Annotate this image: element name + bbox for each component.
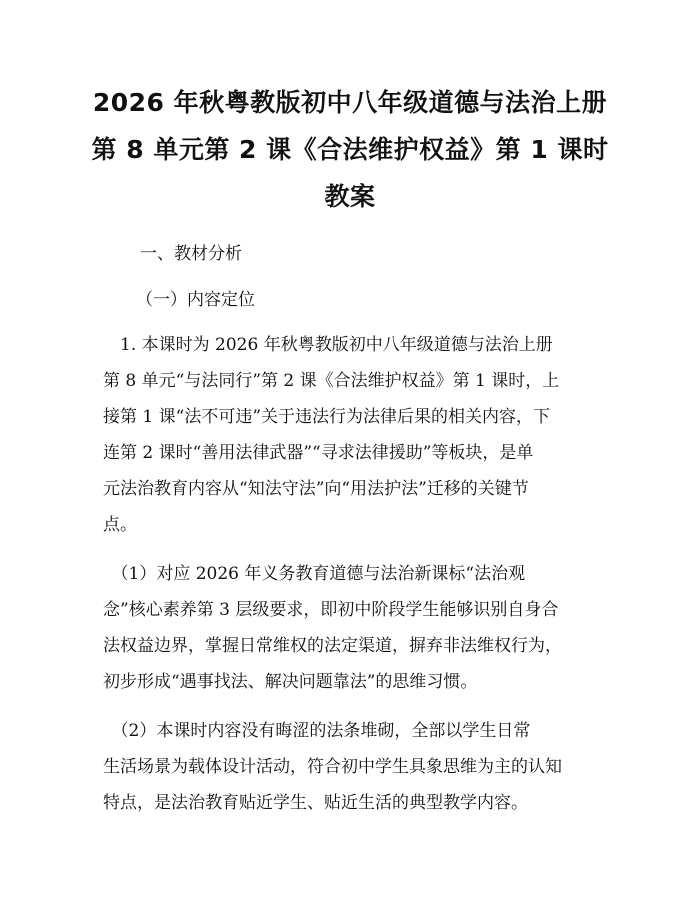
paragraph-line: 连第 2 课时“善用法律武器”“寻求法律援助”等板块，是单 xyxy=(103,443,534,463)
paragraph-line: 元法治教育内容从“知法守法”向“用法护法”迁移的关键节 xyxy=(103,479,529,499)
paragraph-line: 点。 xyxy=(103,515,137,535)
paragraph-line: 生活场景为载体设计活动，符合初中学生具象思维为主的认知 xyxy=(103,757,562,777)
paragraph-line: 法权益边界，掌握日常维权的法定渠道，摒弃非法维权行为， xyxy=(103,636,562,656)
paragraph-line: 初步形成“遇事找法、解决问题靠法”的思维习惯。 xyxy=(103,672,478,692)
paragraph-line: 念”核心素养第 3 层级要求，即初中阶段学生能够识别自身合 xyxy=(103,600,559,620)
paragraph-line: 接第 1 课“法不可违”关于违法行为法律后果的相关内容，下 xyxy=(103,407,551,427)
paragraph-2 xyxy=(103,556,603,700)
paragraph-line: 特点，是法治教育贴近学生、贴近生活的典型教学内容。 xyxy=(103,793,528,813)
title-line-1: 2026 年秋粤教版初中八年级道德与法治上册 xyxy=(92,88,608,117)
paragraph-line: 1. 本课时为 2026 年秋粤教版初中八年级道德与法治上册 xyxy=(103,335,553,355)
paragraph-line: （2）本课时内容没有晦涩的法条堆砌，全部以学生日常 xyxy=(103,721,531,741)
paragraph-3 xyxy=(103,713,603,821)
title-line-3: 教案 xyxy=(324,182,376,211)
section-heading: 一、教材分析 xyxy=(140,244,242,264)
paragraph-1 xyxy=(103,327,603,543)
subsection-heading: （一）内容定位 xyxy=(136,290,255,310)
paragraph-line: 第 8 单元“与法同行”第 2 课《合法维护权益》第 1 课时，上 xyxy=(103,371,560,391)
title-line-2: 第 8 单元第 2 课《合法维护权益》第 1 课时 xyxy=(91,135,609,164)
paragraph-line: （1）对应 2026 年义务教育道德与法治新课标“法治观 xyxy=(103,564,526,584)
